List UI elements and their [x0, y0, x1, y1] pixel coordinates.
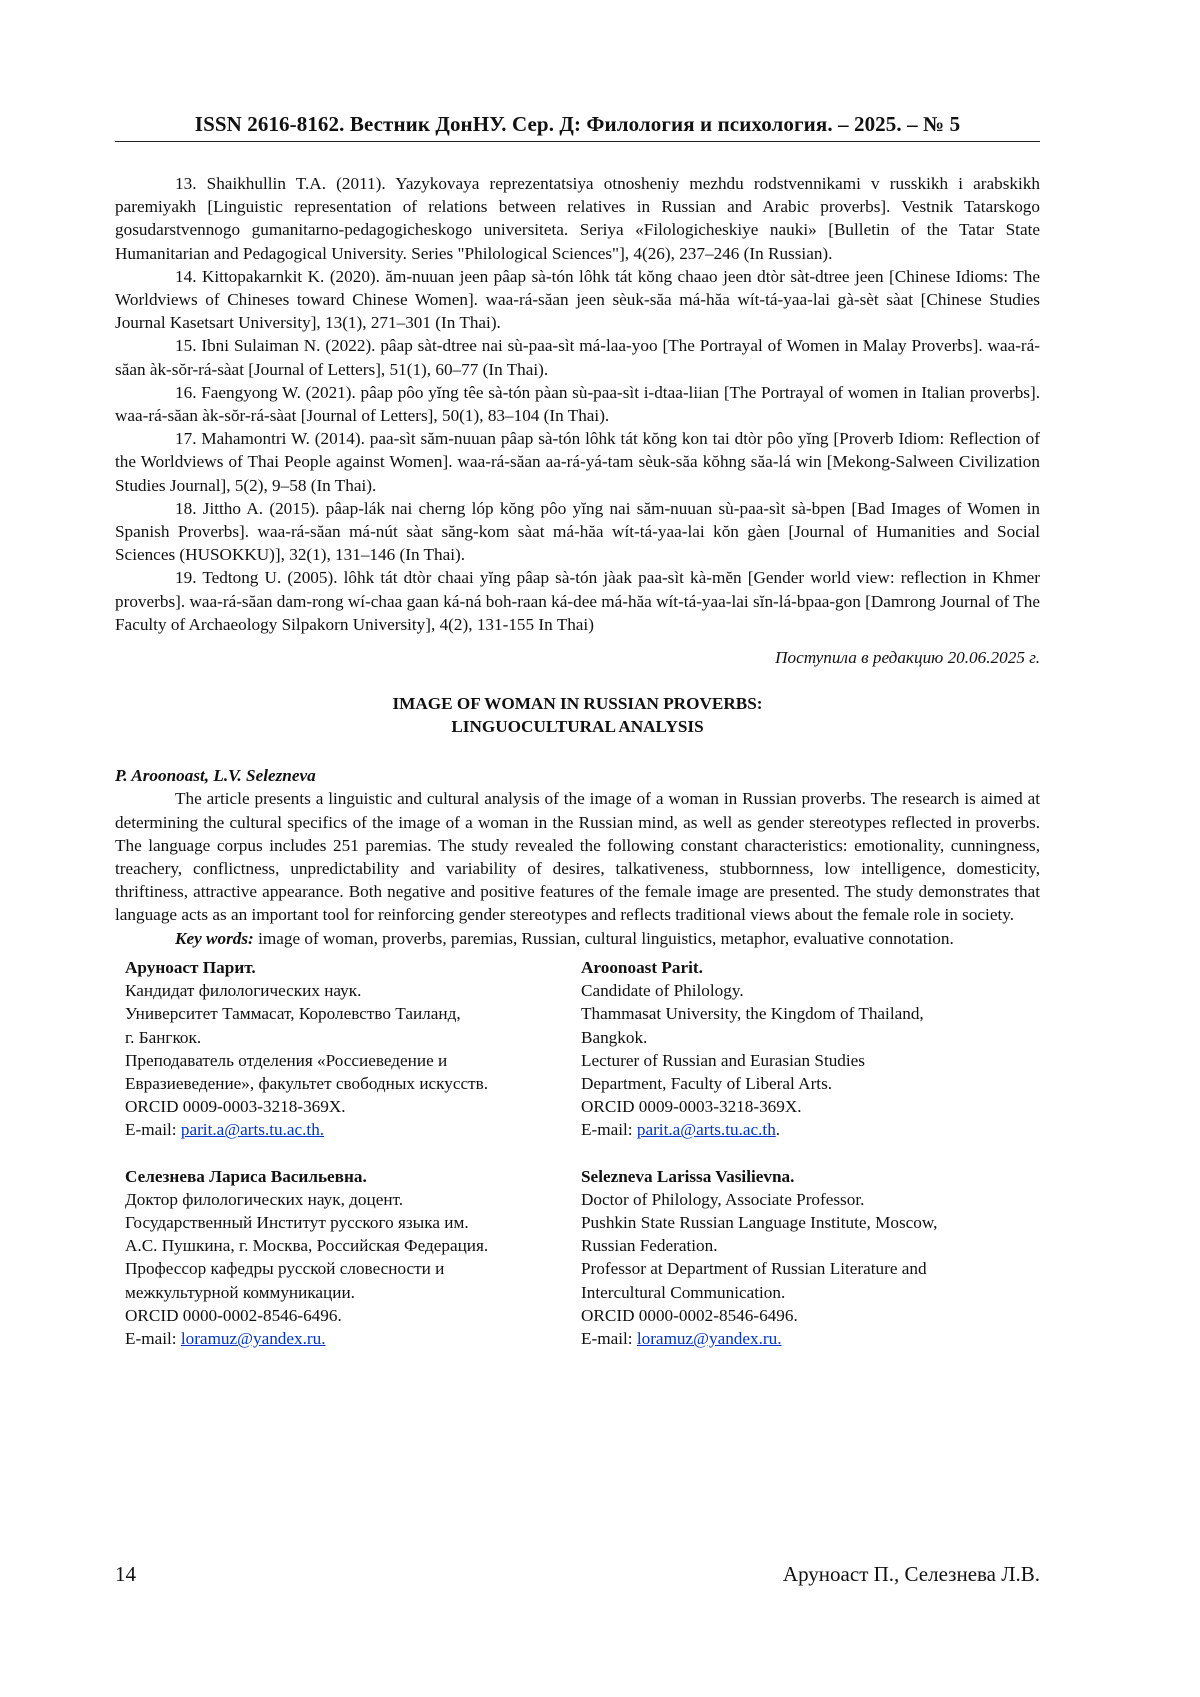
article-title-line: IMAGE OF WOMAN IN RUSSIAN PROVERBS: — [392, 694, 763, 714]
author-detail: А.С. Пушкина, г. Москва, Российская Федерация. — [125, 1236, 489, 1256]
author-detail: Евразиеведение», факультет свободных искусств. — [125, 1073, 489, 1093]
author-detail: Pushkin State Russian Language Institute, Moscow, — [581, 1212, 938, 1232]
email-link[interactable]: loramuz@yandex.ru. — [636, 1328, 782, 1348]
page-number: 14 — [115, 1562, 136, 1586]
page-footer — [115, 1562, 1040, 1587]
email-label: E-mail: — [125, 1120, 181, 1140]
author-detail: Преподаватель отделения «Россиеведение и — [125, 1050, 448, 1070]
email-link[interactable]: parit.a@arts.tu.ac.th — [636, 1120, 776, 1140]
author-card — [581, 1165, 1040, 1351]
author-detail: Государственный Институт русского языка им. — [125, 1212, 469, 1232]
author-detail: Thammasat University, the Kingdom of Thailand, — [581, 1004, 924, 1024]
author-detail: ORCID 0000-0002-8546-6496. — [581, 1305, 798, 1325]
author-detail: г. Бангкок. — [125, 1027, 202, 1047]
author-info-russian — [125, 956, 581, 1350]
author-detail: ORCID 0009-0003-3218-369X. — [125, 1097, 346, 1117]
author-detail: Доктор филологических наук, доцент. — [125, 1189, 404, 1209]
author-name: Аруноаст Парит. — [125, 957, 256, 977]
reference-item: 13. Shaikhullin T.A. (2011). Yazykovaya reprezentatsiya otnosheniy mezhdu rodstvennikami v russkikh i arabskikh paremiyakh [Linguistic representation of relations between relatives in Russian and Arabic proverbs]. Vestnik Tatarskogo gosudarstvennogo gumanitarno-pedagogicheskogo universiteta. Seriya «Filologicheskiye nauki» [Bulletin of the Tatar State Humanitarian and Pedagogical University. Series "Philological Sciences"], 4(26), 237–246 (In Russian). — [115, 174, 1040, 263]
email-suffix: . — [775, 1120, 781, 1140]
email-link[interactable]: parit.a@arts.tu.ac.th. — [180, 1120, 325, 1140]
email-label: E-mail: — [581, 1120, 637, 1140]
author-detail: Intercultural Communication. — [581, 1282, 786, 1302]
article-title-line: LINGUOCULTURAL ANALYSIS — [451, 717, 704, 737]
author-detail: Профессор кафедры русской словесности и — [125, 1259, 445, 1279]
keywords-text: image of woman, proverbs, paremias, Russian, cultural linguistics, metaphor, evaluative connotation. — [258, 928, 954, 948]
page-content — [115, 172, 1040, 1350]
reference-item: 14. Kittopakarnkit K. (2020). ăm-nuuan jeen pâap sà-tón lôhk tát kŏng chaao jeen dtòr sàt-dtree jeen [Chinese Idioms: The Worldviews of Chineses toward Chinese Women]. waa-rá-săan jeen sèuk-săa má-hăa wít-tá-yaa-lai gà-sèt sàat [Chinese Studies Journal Kasetsart University], 13(1), 271–301 (In Thai). — [115, 266, 1040, 333]
reference-item: 17. Mahamontri W. (2014). paa-sìt săm-nuuan pâap sà-tón lôhk tát kŏng kon tai dtòr pôo yĭng [Proverb Idiom: Reflection of the Worldviews of Thai People against Women]. waa-rá-săan aa-rá-yá-tam sèuk-săa kŏhng săa-lá win [Mekong-Salween Civilization Studies Journal], 5(2), 9–58 (In Thai). — [115, 429, 1040, 495]
received-date: Поступила в редакцию 20.06.2025 г. — [775, 648, 1040, 668]
author-detail: Professor at Department of Russian Literature and — [581, 1259, 927, 1279]
author-card — [581, 956, 1040, 1142]
author-detail: Lecturer of Russian and Eurasian Studies — [581, 1050, 865, 1070]
reference-item: 18. Jittho A. (2015). pâap-lák nai cherng lóp kŏng pôo yĭng nai săm-nuuan sù-paa-sìt sà-bpen [Bad Images of Women in Spanish Proverbs]. waa-rá-săan má-nút sàat săng-kom sàat má-hăa wít-tá-yaa-lai kŏn gàen [Journal of Humanities and Social Sciences (HUSOKKU)], 32(1), 131–146 (In Thai). — [115, 498, 1040, 565]
email-label: E-mail: — [581, 1328, 637, 1348]
author-email — [581, 1118, 1040, 1141]
author-email — [581, 1327, 1040, 1350]
author-email — [125, 1327, 581, 1350]
author-detail: Candidate of Philology. — [581, 981, 744, 1001]
author-detail: Bangkok. — [581, 1027, 648, 1047]
author-card — [125, 956, 581, 1142]
email-label: E-mail: — [125, 1328, 181, 1348]
reference-item: 15. Ibni Sulaiman N. (2022). pâap sàt-dtree nai sù-paa-sìt má-laa-yoo [The Portrayal of Women in Malay Proverbs]. waa-rá-săan àk-sŏr-rá-sàat [Journal of Letters], 51(1), 60–77 (In Thai). — [115, 336, 1040, 379]
keywords — [115, 927, 1040, 950]
keywords-label: Key words: — [175, 928, 254, 948]
reference-item: 19. Tedtong U. (2005). lôhk tát dtòr chaai yĭng pâap sà-tón jàak paa-sìt kà-mĕn [Gender world view: reflection in Khmer proverbs]. waa-rá-săan dam-rong wí-chaa gaan ká-ná boh-raan ká-dee má-hăa wít-tá-yaa-lai sĭn-lá-bpaa-gon [Damrong Journal of The Faculty of Archaeology Silpakorn University], 4(2), 131-155 In Thai) — [115, 568, 1040, 634]
article-title — [115, 692, 1040, 738]
author-card — [125, 1165, 581, 1351]
author-detail: межкультурной коммуникации. — [125, 1282, 355, 1302]
abstract: The article presents a linguistic and cultural analysis of the image of a woman in Russian proverbs. The research is aimed at determining the cultural specifics of the image of a woman in the Russian mind, as well as gender stereotypes reflected in proverbs. The language corpus includes 251 paremias. The study revealed the following constant characteristics: emotionality, cunningness, treachery, conflictness, unpredictability and variability of desires, talkativeness, stubbornness, low intelligence, domesticity, thriftiness, attractive appearance. Both negative and positive features of the female image are presented. The study demonstrates that language acts as an important tool for reinforcing gender stereotypes and reflects traditional views about the female role in society. — [115, 789, 1040, 925]
journal-header: ISSN 2616-8162. Вестник ДонНУ. Сер. Д: Филология и психология. – 2025. – № 5 — [115, 112, 1040, 142]
author-detail: ORCID 0009-0003-3218-369X. — [581, 1097, 802, 1117]
author-detail: Университет Таммасат, Королевство Таиланд, — [125, 1004, 461, 1024]
author-detail: ORCID 0000-0002-8546-6496. — [125, 1305, 342, 1325]
author-info-english — [581, 956, 1040, 1350]
author-detail: Кандидат филологических наук. — [125, 981, 362, 1001]
reference-item: 16. Faengyong W. (2021). pâap pôo yĭng têe sà-tón pàan sù-paa-sìt i-dtaa-liian [The Portrayal of women in Italian proverbs]. waa-rá-săan àk-sŏr-rá-sàat [Journal of Letters], 50(1), 83–104 (In Thai). — [115, 382, 1040, 426]
author-email — [125, 1118, 581, 1141]
running-authors: Аруноаст П., Селезнева Л.В. — [782, 1562, 1040, 1586]
author-detail: Russian Federation. — [581, 1236, 718, 1256]
article-authors: P. Aroonoast, L.V. Selezneva — [115, 766, 316, 786]
author-detail: Department, Faculty of Liberal Arts. — [581, 1073, 833, 1093]
author-name: Селезнева Лариса Васильевна. — [125, 1166, 367, 1186]
author-name: Selezneva Larissa Vasilievna. — [581, 1166, 795, 1186]
author-detail: Doctor of Philology, Associate Professor. — [581, 1189, 865, 1209]
reference-list — [115, 172, 1040, 636]
email-link[interactable]: loramuz@yandex.ru. — [180, 1328, 326, 1348]
author-name: Aroonoast Parit. — [581, 957, 703, 977]
author-info — [115, 956, 1040, 1350]
